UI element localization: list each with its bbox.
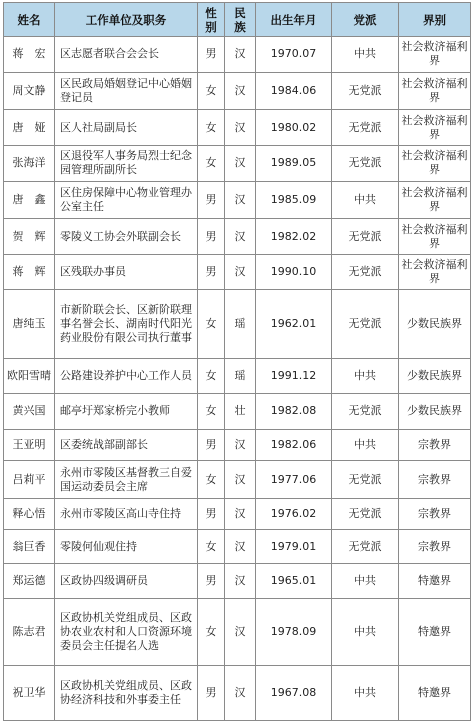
cell-gender: 男: [198, 429, 225, 460]
cell-sector: 少数民族界: [399, 394, 471, 430]
cell-gender: 男: [198, 219, 225, 255]
cell-birth: 1967.08: [256, 666, 332, 721]
cell-unit: 区政协四级调研员: [55, 563, 198, 599]
cell-name: 周文静: [4, 72, 55, 110]
cell-sector: 社会救济福利界: [399, 181, 471, 219]
cell-party: 中共: [332, 563, 399, 599]
header-sector: 界别: [399, 3, 471, 37]
cell-party: 中共: [332, 599, 399, 666]
cell-name: 黄兴国: [4, 394, 55, 430]
cell-ethnicity: 瑶: [225, 290, 256, 358]
cell-name: 蒋 辉: [4, 254, 55, 290]
cell-ethnicity: 汉: [225, 461, 256, 499]
cell-name: 蒋 宏: [4, 37, 55, 73]
cell-party: 无党派: [332, 461, 399, 499]
cell-unit: 区住房保障中心物业管理办公室主任: [55, 181, 198, 219]
cell-name: 贺 辉: [4, 219, 55, 255]
cell-ethnicity: 汉: [225, 530, 256, 564]
cell-unit: 区政协机关党组成员、区政协农业农村和人口资源环境委员会主任提名人选: [55, 599, 198, 666]
cell-ethnicity: 汉: [225, 666, 256, 721]
cell-ethnicity: 汉: [225, 145, 256, 181]
table-row: [4, 461, 471, 499]
cell-sector: 少数民族界: [399, 290, 471, 358]
cell-birth: 1976.02: [256, 498, 332, 529]
cell-name: 陈志君: [4, 599, 55, 666]
cell-name: 郑运德: [4, 563, 55, 599]
cell-party: 中共: [332, 429, 399, 460]
cell-birth: 1970.07: [256, 37, 332, 73]
cell-name: 欧阳雪晴: [4, 358, 55, 394]
cell-birth: 1984.06: [256, 72, 332, 110]
cell-party: 无党派: [332, 394, 399, 430]
cell-gender: 男: [198, 498, 225, 529]
header-party: 党派: [332, 3, 399, 37]
cell-name: 唐纯玉: [4, 290, 55, 358]
cell-ethnicity: 汉: [225, 181, 256, 219]
cell-birth: 1991.12: [256, 358, 332, 394]
cell-sector: 少数民族界: [399, 358, 471, 394]
cell-ethnicity: 汉: [225, 219, 256, 255]
cell-birth: 1977.06: [256, 461, 332, 499]
table-row: [4, 498, 471, 529]
cell-party: 中共: [332, 181, 399, 219]
cell-unit: 区退役军人事务局烈士纪念园管理所副所长: [55, 145, 198, 181]
cell-sector: 特邀界: [399, 599, 471, 666]
cell-sector: 宗教界: [399, 530, 471, 564]
table-row: [4, 394, 471, 430]
cell-party: 中共: [332, 666, 399, 721]
cell-sector: 社会救济福利界: [399, 145, 471, 181]
cell-party: 无党派: [332, 530, 399, 564]
cell-sector: 社会救济福利界: [399, 110, 471, 146]
cell-gender: 女: [198, 72, 225, 110]
cell-gender: 男: [198, 37, 225, 73]
cell-birth: 1982.08: [256, 394, 332, 430]
cell-name: 王亚明: [4, 429, 55, 460]
cell-ethnicity: 汉: [225, 429, 256, 460]
cell-ethnicity: 壮: [225, 394, 256, 430]
cell-birth: 1965.01: [256, 563, 332, 599]
cell-gender: 男: [198, 254, 225, 290]
cell-name: 唐 娅: [4, 110, 55, 146]
member-table: [3, 2, 471, 721]
cell-unit: 零陵义工协会外联副会长: [55, 219, 198, 255]
cell-ethnicity: 汉: [225, 110, 256, 146]
cell-birth: 1962.01: [256, 290, 332, 358]
cell-birth: 1980.02: [256, 110, 332, 146]
cell-party: 无党派: [332, 110, 399, 146]
table-row: [4, 290, 471, 358]
cell-ethnicity: 汉: [225, 254, 256, 290]
cell-gender: 男: [198, 563, 225, 599]
cell-ethnicity: 汉: [225, 37, 256, 73]
header-ethnicity: 民族: [225, 3, 256, 37]
cell-name: 唐 鑫: [4, 181, 55, 219]
cell-unit: 区人社局副局长: [55, 110, 198, 146]
cell-gender: 男: [198, 666, 225, 721]
cell-gender: 女: [198, 530, 225, 564]
table-body: [4, 37, 471, 721]
cell-unit: 区政协机关党组成员、区政协经济科技和外事委主任: [55, 666, 198, 721]
cell-ethnicity: 汉: [225, 563, 256, 599]
header-name: 姓名: [4, 3, 55, 37]
cell-sector: 宗教界: [399, 461, 471, 499]
cell-birth: 1989.05: [256, 145, 332, 181]
table-row: [4, 37, 471, 73]
cell-party: 无党派: [332, 254, 399, 290]
table-row: [4, 358, 471, 394]
cell-party: 无党派: [332, 72, 399, 110]
cell-gender: 女: [198, 461, 225, 499]
cell-party: 无党派: [332, 290, 399, 358]
table-row: [4, 72, 471, 110]
cell-unit: 邮亭圩郑家桥完小教师: [55, 394, 198, 430]
cell-gender: 女: [198, 599, 225, 666]
header-gender: 性别: [198, 3, 225, 37]
cell-birth: 1982.06: [256, 429, 332, 460]
cell-party: 无党派: [332, 219, 399, 255]
cell-sector: 社会救济福利界: [399, 37, 471, 73]
cell-sector: 社会救济福利界: [399, 72, 471, 110]
cell-unit: 区民政局婚姻登记中心婚姻登记员: [55, 72, 198, 110]
cell-ethnicity: 瑶: [225, 358, 256, 394]
table-row: [4, 599, 471, 666]
table-row: [4, 563, 471, 599]
cell-unit: 公路建设养护中心工作人员: [55, 358, 198, 394]
cell-unit: 区残联办事员: [55, 254, 198, 290]
cell-birth: 1978.09: [256, 599, 332, 666]
table-row: [4, 145, 471, 181]
cell-unit: 永州市零陵区高山寺住持: [55, 498, 198, 529]
cell-unit: 市新阶联会长、区新阶联理事名誉会长、湖南时代阳光药业股份有限公司执行董事: [55, 290, 198, 358]
cell-name: 张海洋: [4, 145, 55, 181]
cell-name: 祝卫华: [4, 666, 55, 721]
table-row: [4, 530, 471, 564]
cell-gender: 女: [198, 145, 225, 181]
cell-unit: 区志愿者联合会会长: [55, 37, 198, 73]
cell-gender: 女: [198, 358, 225, 394]
member-table-container: [3, 2, 470, 721]
cell-party: 无党派: [332, 498, 399, 529]
cell-gender: 女: [198, 290, 225, 358]
cell-sector: 宗教界: [399, 498, 471, 529]
cell-gender: 女: [198, 394, 225, 430]
cell-unit: 区委统战部副部长: [55, 429, 198, 460]
table-header-row: [4, 3, 471, 37]
table-row: [4, 254, 471, 290]
cell-party: 无党派: [332, 145, 399, 181]
cell-sector: 社会救济福利界: [399, 254, 471, 290]
cell-birth: 1982.02: [256, 219, 332, 255]
cell-sector: 社会救济福利界: [399, 219, 471, 255]
cell-sector: 特邀界: [399, 666, 471, 721]
cell-birth: 1985.09: [256, 181, 332, 219]
cell-unit: 永州市零陵区基督教三自爱国运动委员会主席: [55, 461, 198, 499]
cell-sector: 宗教界: [399, 429, 471, 460]
table-row: [4, 666, 471, 721]
table-row: [4, 181, 471, 219]
cell-party: 中共: [332, 37, 399, 73]
table-row: [4, 219, 471, 255]
cell-ethnicity: 汉: [225, 72, 256, 110]
cell-name: 吕莉平: [4, 461, 55, 499]
cell-gender: 女: [198, 110, 225, 146]
header-birth: 出生年月: [256, 3, 332, 37]
table-row: [4, 429, 471, 460]
cell-party: 中共: [332, 358, 399, 394]
header-unit: 工作单位及职务: [55, 3, 198, 37]
cell-gender: 男: [198, 181, 225, 219]
cell-name: 释心悟: [4, 498, 55, 529]
cell-sector: 特邀界: [399, 563, 471, 599]
cell-ethnicity: 汉: [225, 498, 256, 529]
cell-birth: 1990.10: [256, 254, 332, 290]
table-row: [4, 110, 471, 146]
cell-birth: 1979.01: [256, 530, 332, 564]
cell-ethnicity: 汉: [225, 599, 256, 666]
cell-name: 翁巨香: [4, 530, 55, 564]
cell-unit: 零陵何仙观住持: [55, 530, 198, 564]
